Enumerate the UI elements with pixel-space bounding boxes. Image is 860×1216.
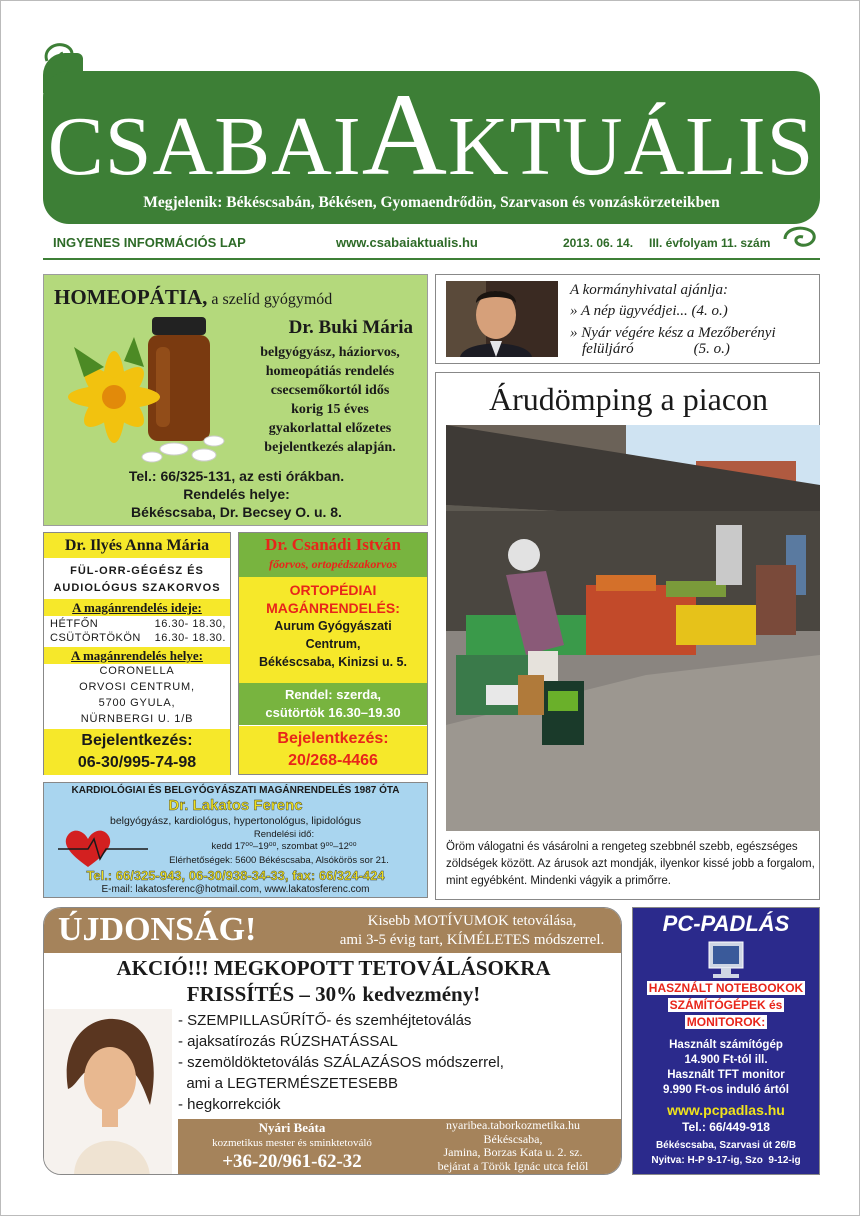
tattoo-promo: AKCIÓ!!! MEGKOPOTT TETOVÁLÁSOKRA FRISSÍTÉS – 30% kedvezmény! (116, 956, 551, 1006)
shop-products: HASZNÁLT NOTEBOOKOK SZÁMÍTÓGÉPEK és MONITOROK: (648, 981, 804, 1029)
place-header: A magánrendelés helye: (44, 647, 230, 664)
shop-name: PC-PADLÁS (662, 911, 790, 936)
practice-type: KARDIOLÓGIAI ÉS BELGYÓGYÁSZATI MAGÁNRENDELÉS 1987 ÓTA (71, 785, 400, 796)
booking-phone: Bejelentkezés: 06-30/995-74-98 (44, 729, 230, 775)
divider (43, 258, 820, 260)
shop-website[interactable]: www.pcpadlas.hu (667, 1102, 785, 1118)
tattoo-services: - SZEMPILLASŰRÍTŐ- és szemhéjtetoválás - ajaksatírozás RÚZSHATÁSSAL - szemöldöktetoválás SZÁLAZÁSOS módszerrel, ami a LEGTERMÉSZETESEBB - hegkorrekciók (178, 1012, 504, 1113)
gov-recommendation-item[interactable]: felüljáró (5. o.) (582, 341, 730, 357)
newspaper-title: CSABAIAKTUÁLIS (47, 69, 815, 200)
doctor-name: Dr. Ilyés Anna Mária (44, 533, 230, 558)
masthead-subtitle: Megjelenik: Békéscsabán, Békésen, Gyomaendrődön, Szarvason és vonzáskörzeteikben (143, 194, 720, 211)
homeopathy-contact: Tel.: 66/325-131, az esti órákban. Rendelés helye: Békéscsaba, Dr. Becsey O. u. 8. (128, 468, 345, 520)
tattoo-subheadline: Kisebb MOTÍVUMOK tetoválása, ami 3-5 évig tart, KÍMÉLETES módszerrel. (339, 913, 605, 948)
practice-address: Aurum Gyógyászati Centrum, Békéscsaba, Kinizsi u. 5. (259, 619, 407, 669)
doctor-specialty: FÜL-ORR-GÉGÉSZ ÉS AUDIOLÓGUS SZAKORVOS (53, 565, 221, 594)
website-link[interactable]: www.csabaiaktualis.hu (336, 235, 478, 250)
shop-phone: Tel.: 66/449-918 (682, 1120, 770, 1134)
hours-row: CSÜTÖRTÖKÖN 16.30- 18.30. (50, 632, 226, 644)
homeopathy-description: belgyógyász, háziorvos, homeopátiás rendelés csecsemőkortól idős korig 15 éves gyakorlattal előzetes bejelentkezés alapján. (260, 345, 400, 455)
swirl-ornament-icon (781, 223, 821, 253)
artist-address: nyaribea.taborkozmetika.hu Békéscsaba, Jamina, Borzas Kata u. 2. sz. bejárat a Török Ignác utca felől (437, 1118, 589, 1173)
csanadi-ad (238, 532, 428, 775)
email-web: E-mail: lakatosferenc@hotmail.com, www.lakatosferenc.com (101, 884, 370, 895)
issue-date: 2013. 06. 14. (563, 236, 634, 250)
gov-recommendation-item[interactable]: » A nép ügyvédjei... (4. o.) (570, 303, 728, 319)
doctor-specialty: belgyógyász, kardiológus, hypertonológus, lipidológus (110, 815, 361, 827)
doctor-title: főorvos, ortopédszakorvos (269, 557, 397, 571)
hours-header: A magánrendelés ideje: (44, 599, 230, 616)
article-title: Árudömping a piacon (488, 381, 769, 417)
doctor-name: Dr. Buki Mária (288, 317, 413, 338)
booking-phone: Bejelentkezés: 20/268-4466 (239, 726, 427, 774)
shop-prices: Használt számítógép 14.900 Ft-tól ill. Használt TFT monitor 9.990 Ft-os induló ártól (663, 1039, 789, 1096)
csanadi-header (239, 533, 427, 577)
place-address: CORONELLA ORVOSI CENTRUM, 5700 GYULA, NÜRNBERGI U. 1/B (79, 665, 195, 725)
portrait-photo (446, 281, 558, 357)
tagline: INGYENES INFORMÁCIÓS LAP (53, 235, 246, 250)
homeopathy-ad (43, 274, 428, 526)
issue-number: III. évfolyam 11. szám (649, 236, 771, 250)
computer-icon (701, 940, 751, 980)
tattoo-ad (43, 907, 622, 1175)
flower-bottle-illustration (64, 317, 234, 467)
article (435, 372, 820, 900)
csanadi-details (239, 577, 427, 683)
doctor-name: Dr. Lakatos Ferenc (168, 797, 303, 814)
practice-hours: Rendel: szerda, csütörtök 16.30–19.30 (239, 683, 427, 725)
info-bar (43, 233, 783, 257)
doctor-name: Dr. Csanádi István (265, 535, 401, 554)
shop-address: Békéscsaba, Szarvasi út 26/B Nyitva: H-P 9-17-ig, Szo 9-12-ig (651, 1140, 801, 1166)
tattoo-contact (178, 1119, 622, 1175)
lakatos-ad (43, 782, 428, 898)
homeopathy-headline: HOMEOPÁTIA, a szelíd gyógymód (54, 285, 333, 309)
tattoo-headline: ÚJDONSÁG! (58, 911, 257, 948)
phone-numbers: Tel.: 66/325-943, 06-30/938-34-33, fax: 66/324-424 (86, 868, 385, 883)
practice-type: ORTOPÉDIAI MAGÁNRENDELÉS: (266, 582, 400, 616)
practice-address: Elérhetőségek: 5600 Békéscsaba, Alsókörös sor 21. (169, 855, 389, 866)
artist-role: kozmetikus mester és sminktetováló (212, 1137, 372, 1149)
gov-recommendation-header: A kormányhivatal ajánlja: (570, 282, 729, 298)
government-box (435, 274, 820, 364)
article-caption: Öröm válogatni és vásárolni a rengeteg szebbnél szebb, egészséges zöldségek között. Az árusok azt mondják, ilyenkor kissé jobb a forgalom, mint egyébként. Mindenki vágyik a primőrre. (446, 841, 815, 887)
gov-recommendation-item[interactable]: » Nyár végére kész a Mezőberényi (570, 325, 776, 341)
market-photo (446, 425, 820, 831)
hours-row: HÉTFŐN 16.30- 18.30, (50, 618, 226, 630)
practice-hours: Rendelési idő: kedd 17⁰⁰–19⁰⁰, szombat 9⁰⁰–12⁰⁰ (211, 829, 357, 852)
ilyes-ad (43, 532, 231, 775)
woman-portrait-photo (44, 1009, 172, 1175)
tattoo-header (44, 908, 622, 953)
artist-name: Nyári Beáta (258, 1120, 326, 1135)
pc-padlas-ad (632, 907, 820, 1175)
artist-phone: +36-20/961-62-32 (222, 1151, 362, 1172)
